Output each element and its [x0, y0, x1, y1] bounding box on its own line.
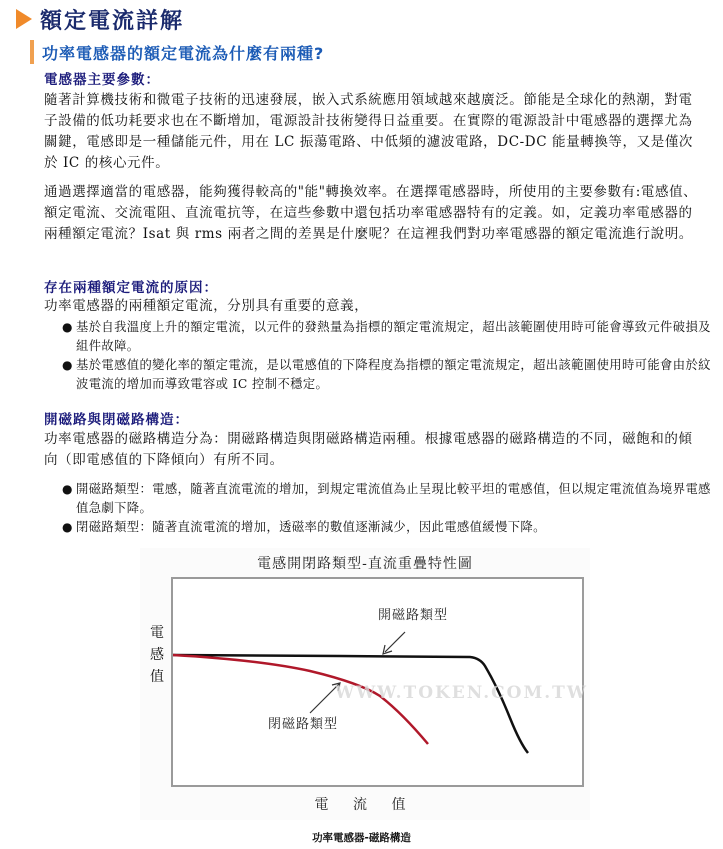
vertical-bar-icon — [30, 40, 34, 64]
figure-caption: 功率電感器-磁路構造 — [312, 832, 411, 844]
bullet-inductance-change: ● 基於電感值的變化率的額定電流，是以電感值的下降程度為指標的額定電流規定，超出該範圍使用時可能會由於紋波電流的增加而導致電容或 IC 控制不穩定。 — [62, 356, 720, 394]
heading-two-ratings-reason: 存在兩種額定電流的原因： — [44, 280, 218, 296]
bullet-temperature-rise: ● 基於自我溫度上升的額定電流，以元件的發熱量為指標的額定電流規定，超出該範圍使用時可能會導致元件破損及組件故障。 — [62, 318, 720, 356]
y-label-char: 感 — [150, 647, 164, 663]
heading-main-parameters: 電感器主要參數： — [44, 72, 160, 88]
page-title-text: 額定電流詳解 — [40, 8, 185, 34]
paragraph-intro: 隨著計算機技術和微電子技術的迅速發展，嵌入式系統應用領域越來越廣泛。節能是全球化的熱潮，對電子設備的低功耗要求也在不斷增加，電源設計技術變得日益重要。在實際的電源設計中電感器的選擇尤為關鍵，電感即是一種儲能元件，用在 LC 振蕩電路、中低頻的濾波電路，DC-DC 能量轉換等，又是僅次於 IC 的核心元件。 — [44, 92, 694, 171]
page-title — [16, 4, 184, 34]
dc-superposition-chart — [140, 548, 590, 820]
y-label-char: 電 — [150, 625, 164, 641]
chart-title: 電感開閉路類型-直流重疊特性圖 — [257, 556, 473, 572]
y-axis-label — [148, 622, 166, 688]
watermark: WWW.TOKEN.COM.TW — [335, 683, 588, 703]
section-subtitle — [30, 40, 324, 64]
bullet-open-circuit: ● 開磁路類型：電感，隨著直流電流的增加，到規定電流值為止呈現比較平坦的電感值，但以規定電流值為境界電感值急劇下降。 — [62, 480, 720, 518]
paragraph-two-ratings: 功率電感器的兩種額定電流，分別具有重要的意義， — [44, 298, 369, 314]
triangle-bullet-icon — [16, 9, 32, 29]
x-axis-label: 電 流 值 — [314, 797, 416, 813]
subtitle-text: 功率電感器的額定電流為什麼有兩種? — [42, 43, 325, 63]
y-label-char: 值 — [150, 669, 164, 685]
bullet-closed-circuit: ● 閉磁路類型：隨著直流電流的增加，透磁率的數值逐漸減少，因此電感值緩慢下降。 — [62, 518, 720, 537]
paragraph-parameters: 通過選擇適當的電感器，能夠獲得較高的"能"轉換效率。在選擇電感器時，所使用的主要參數有:電感值、額定電流、交流電阻、直流電抗等，在這些參數中還包括功率電感器特有的定義。如，定義功率電感器的兩種額定電流？Isat 與 rms 兩者之間的差異是什麼呢？在這裡我們對功率電感器的額定電流進行說明。 — [44, 184, 698, 242]
paragraph-magnetic-structure: 功率電感器的磁路構造分為：開磁路構造與閉磁路構造兩種。根據電感器的磁路構造的不同，磁飽和的傾向（即電感值的下降傾向）有所不同。 — [44, 431, 693, 468]
annotation-open-circuit: 開磁路類型 — [378, 608, 449, 623]
heading-magnetic-structure: 開磁路與閉磁路構造： — [44, 412, 189, 428]
annotation-closed-circuit: 閉磁路類型 — [268, 717, 339, 732]
